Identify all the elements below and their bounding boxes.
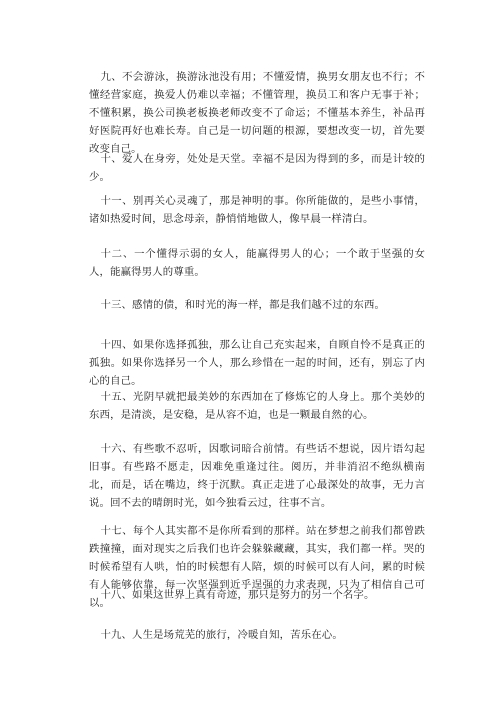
paragraph-15: 十五、光阴早就把最美妙的东西加在了修炼它的人身上。那个美妙的东西，是清淡，是安稳，是从容不迫，也是一颗最自然的心。	[89, 391, 425, 421]
paragraph-14: 十四、如果你选择孤独，那么让自己充实起来，自顾自怜不是真正的孤独。如果你选择另一个人，那么珍惜在一起的时间，还有，别忘了内心的自己。	[89, 339, 425, 387]
paragraph-17: 十七、每个人其实都不是你所看到的那样。站在梦想之前我们都曾跌跌撞撞，面对现实之后我们也许会躲躲藏藏，其实，我们都一样。哭的时候希望有人哄，怕的时候想有人陪，烦的时候可以有人问，累的时候有人能够依靠，每一次坚强到近乎逞强的力求表现，只为了相信自己可以。	[89, 525, 425, 609]
paragraph-18: 十八、如果这世界上真有奇迹，那只是努力的另一个名字。	[100, 589, 375, 601]
paragraph-13: 十三、感情的债，和时光的海一样，都是我们越不过的东西。	[100, 299, 386, 311]
paragraph-12: 十二、一个懂得示弱的女人，能赢得男人的心；一个敢于坚强的女人，能赢得男人的尊重。	[89, 248, 425, 278]
paragraph-16: 十六、有些歌不忍听，因歌词暗合前情。有些话不想说，因片语勾起旧事。有些路不愿走，因难免重逢过往。阅历，并非消沼不绝纵横南北，而是，话在嘴边，终于沉默。真正走进了心最深处的故事，无力言说。回不去的晴朗时光，如今独看云过，往事不言。	[89, 443, 425, 509]
paragraph-19: 十九、人生是场荒芜的旅行，冷暖自知，苦乐在心。	[100, 629, 343, 641]
paragraph-9: 九、不会游泳，换游泳池没有用；不懂爱情，换男女朋友也不行；不懂经营家庭，换爱人仍难以幸福；不懂管理，换员工和客户无事于补；不懂积累，换公司换老板换老师改变不了命运；不懂基本养生，补品再好医院再好也难长寿。自己是一切问题的根源，要想改变一切，首先要改变自己。	[89, 71, 425, 155]
paragraph-10: 十、爱人在身旁，处处是天堂。幸福不是因为得到的多，而是计较的少。	[89, 153, 425, 183]
paragraph-11: 十一、别再关心灵魂了，那是神明的事。你所能做的，是些小事情，诸如热爱时间，思念母亲，静悄悄地做人，像早晨一样清白。	[89, 195, 425, 225]
